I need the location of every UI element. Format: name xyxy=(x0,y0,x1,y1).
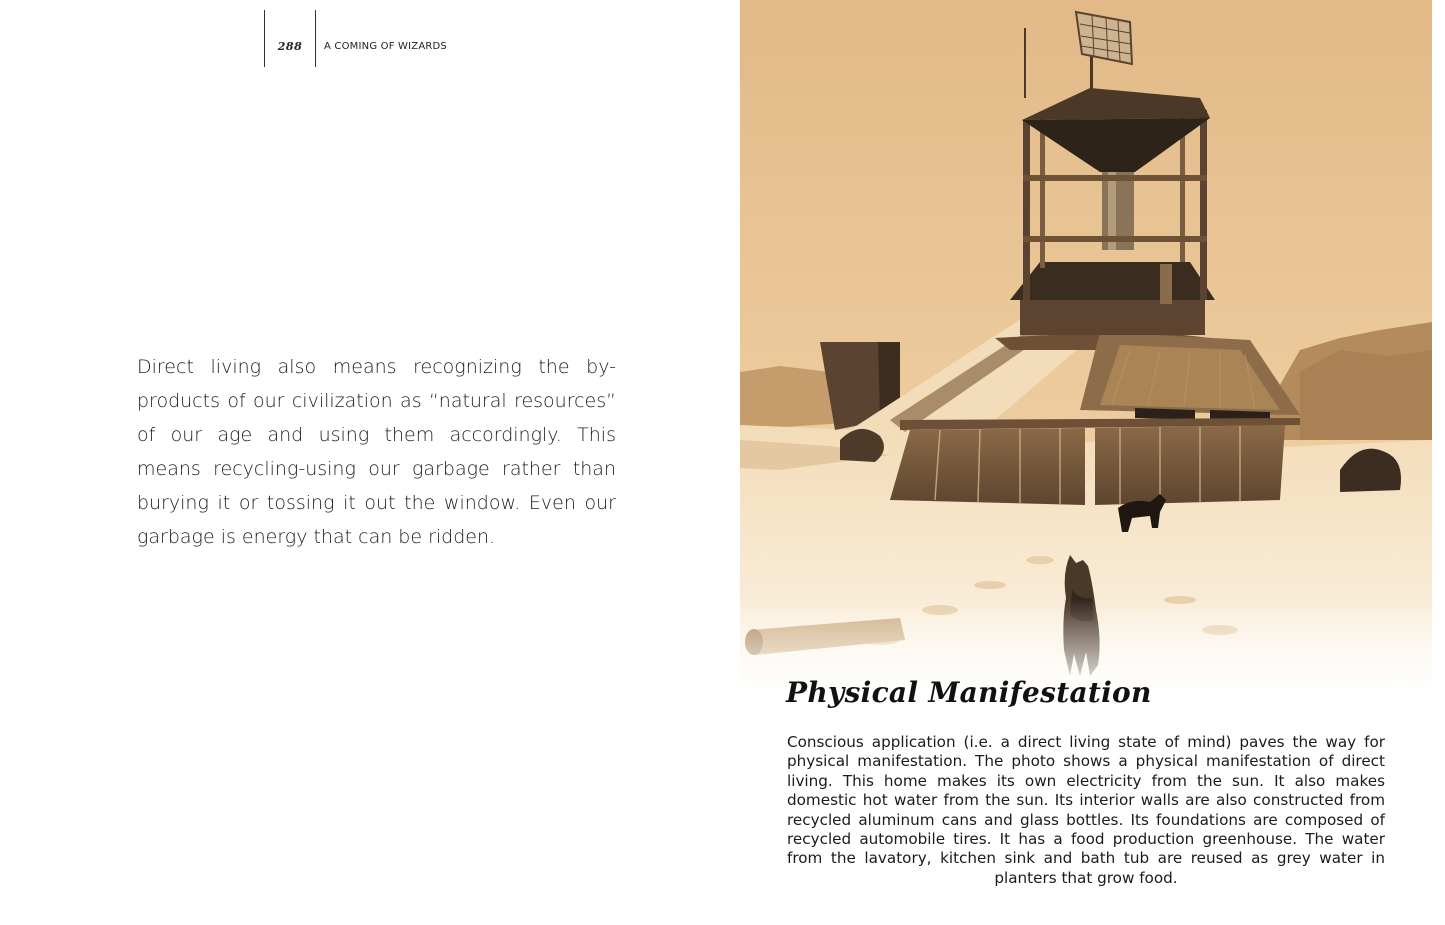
caption-text: Conscious application (i.e. a direct living state of mind) paves the way for physical manifestation. The photo shows a physical manifestation of direct living. This home makes its own electricity from the sun. It also makes domestic hot water from the sun. Its interior walls are also constructed from recycled aluminum cans and glass bottles. Its foundations are composed of recycled automobile tires. It has a food production greenhouse. The water from the lavatory, kitchen sink and bath tub are reused as grey water in planters that grow food. xyxy=(787,733,1385,887)
header-rule-left xyxy=(264,10,265,67)
right-page xyxy=(740,0,1445,925)
page-number: 288 xyxy=(277,40,303,53)
body-paragraph: Direct living also means recognizing the by-products of our civilization as “natural resources” of our age and using them accordingly. This means recycling-using our garbage rather than burying it or tossing it out the window. Even our garbage is energy that can be ridden. xyxy=(137,356,616,548)
caption-title: Physical Manifestation xyxy=(786,676,1152,709)
book-title: A COMING OF WIZARDS xyxy=(324,41,447,52)
header-rule-right xyxy=(315,10,316,67)
earthship-photo xyxy=(740,0,1432,690)
